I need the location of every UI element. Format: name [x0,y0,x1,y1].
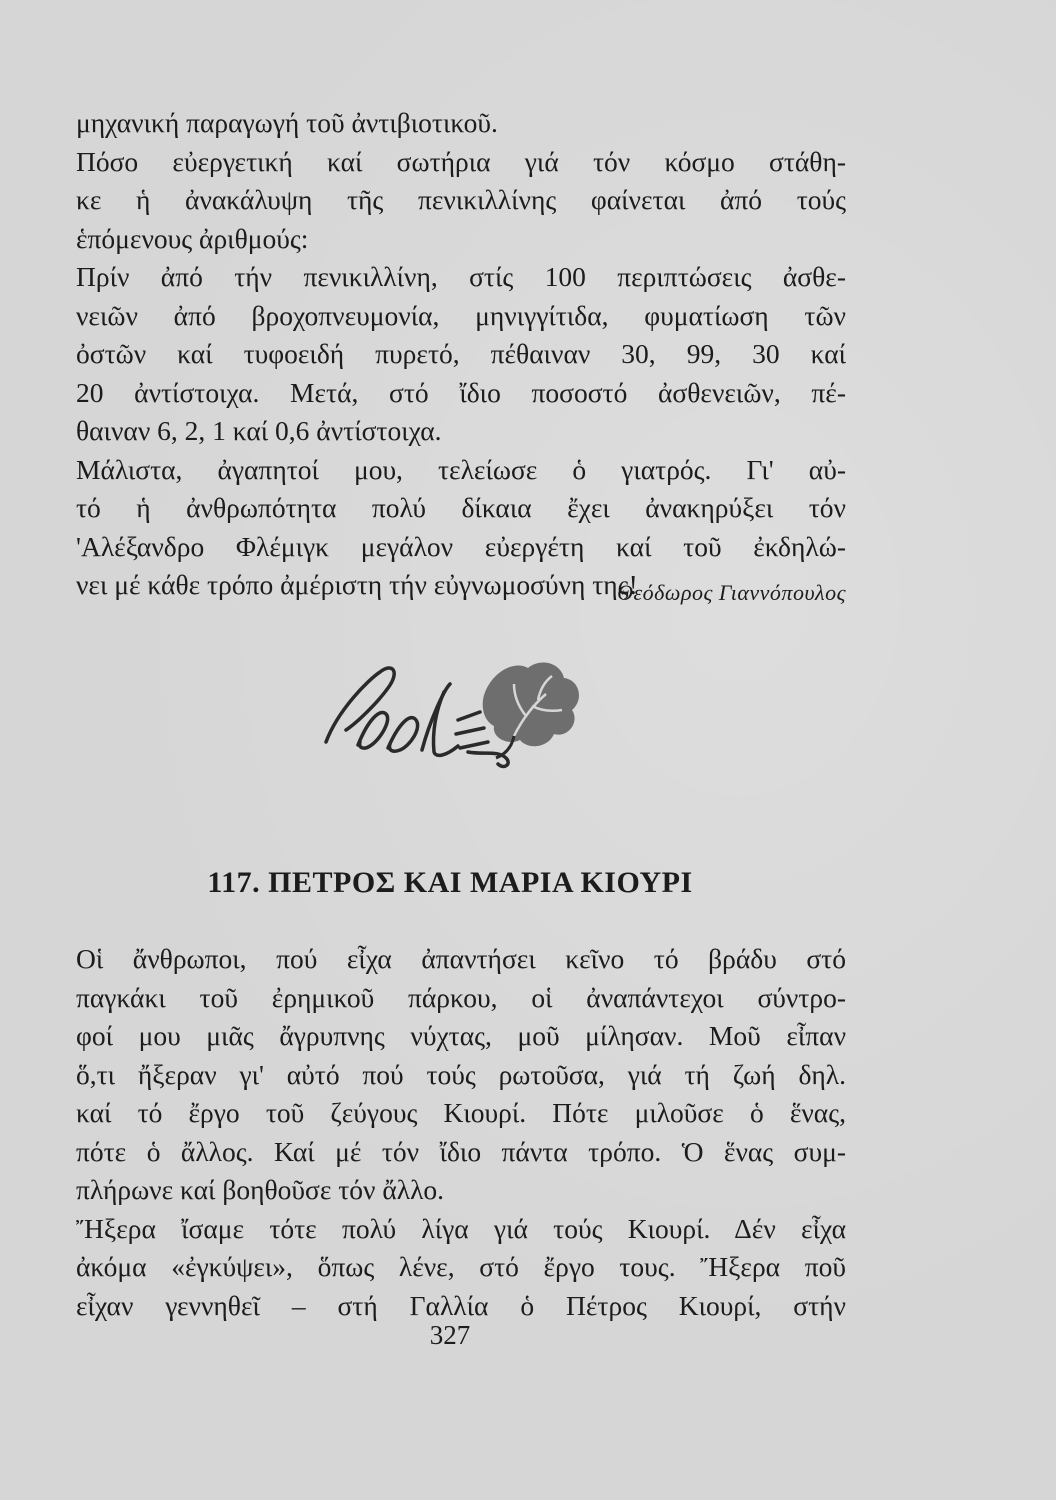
text-line: ἑπόμενους ἀριθμούς: [76,222,309,254]
page-number: 327 [429,1320,471,1350]
bottom-text-block [76,940,846,1325]
text-line: μηχανική παραγωγή τοῦ ἀντιβιοτικοῦ. [76,107,498,138]
text-line: 'Αλέξανδρο Φλέμιγκ μεγάλον εὐεργέτη καί τοῦ ἐκδηλώ- [76,530,846,562]
text-line: καί τό ἔργο τοῦ ζεύγους Κιουρί. Πότε μιλοῦσε ὁ ἕνας, [76,1097,846,1128]
chapter-title: 117. ΠΕΤΡΟΣ ΚΑΙ ΜΑΡΙΑ ΚΙΟΥΡΙ [207,866,693,899]
top-text-block [76,104,846,605]
text-line: Μάλιστα, ἀγαπητοί μου, τελείωσε ὁ γιατρός. Γι' αὐ- [76,453,846,485]
text-line: παγκάκι τοῦ ἐρημικοῦ πάρκου, οἱ ἀναπάντεχοι σύντρο- [76,981,846,1013]
text-line: 20 ἀντίστοιχα. Μετά, στό ἴδιο ποσοστό ἀσθενειῶν, πέ- [76,376,846,408]
text-line: Ἤξερα ἴσαμε τότε πολύ λίγα γιά τούς Κιουρί. Δέν εἶχα [76,1212,846,1244]
text-line: πότε ὁ ἄλλος. Καί μέ τόν ἴδιο πάντα τρόπο. Ὁ ἕνας συμ- [76,1135,846,1167]
text-line: Πόσο εὐεργετική καί σωτήρια γιά τόν κόσμο στάθη- [76,145,846,177]
text-line: νειῶν ἀπό βροχοπνευμονία, μηνιγγίτιδα, φυματίωση τῶν [76,299,846,331]
vine-leaf-ornament-icon [318,650,588,775]
text-line: πλήρωνε καί βοηθοῦσε τόν ἄλλο. [76,1174,445,1205]
text-line: ὀστῶν καί τυφοειδή πυρετό, πέθαιναν 30, 99, 30 καί [76,338,846,369]
text-line: Οἱ ἄνθρωποι, πού εἶχα ἀπαντήσει κεῖνο τό βράδυ στό [76,943,846,974]
text-line: κε ἡ ἀνακάλυψη τῆς πενικιλλίνης φαίνεται ἀπό τούς [76,184,846,215]
text-line: τό ἡ ἀνθρωπότητα πολύ δίκαια ἔχει ἀνακηρύξει τόν [76,492,846,523]
text-line: ἀκόμα «ἐγκύψει», ὅπως λένε, στό ἔργο τους. Ἤξερα ποῦ [76,1251,846,1282]
text-line: ὅ,τι ἤξεραν γι' αὐτό πού τούς ρωτοῦσα, γιά τή ζωή δηλ. [76,1058,846,1090]
text-line: νει μέ κάθε τρόπο ἀμέριστη τήν εὐγνωμοσύνη της! [76,569,638,600]
text-line: φοί μου μιᾶς ἄγρυπνης νύχτας, μοῦ μίλησαν. Μοῦ εἶπαν [76,1020,846,1051]
text-line: θαιναν 6, 2, 1 καί 0,6 ἀντίστοιχα. [76,415,442,446]
text-line: εἶχαν γεννηθεῖ – στή Γαλλία ὁ Πέτρος Κιουρί, στήν [76,1289,846,1321]
author-signature: Θεόδωρος Γιαννόπουλος [617,580,846,605]
text-line: Πρίν ἀπό τήν πενικιλλίνη, στίς 100 περιπτώσεις ἀσθε- [76,261,846,292]
